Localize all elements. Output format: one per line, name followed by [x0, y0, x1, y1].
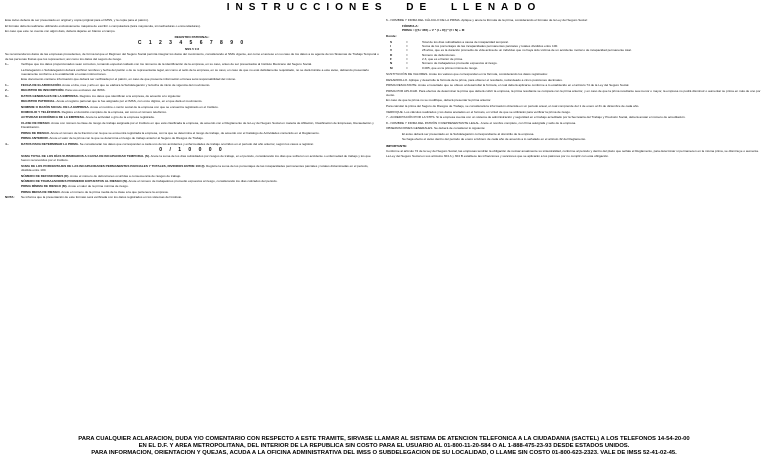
- key-row: S = Total de los días subsidiados a causa de incapacidad temporal.: [390, 39, 509, 44]
- instruction-item: SUMA DE LOS PORCENTAJES DE LAS INCAPACIDADES PERMANENTES PARCIALES Y TOTALES, DIVIDIDOS ENTRE 100 (I). Registre la suma de los porcentajes de las incapacidades permanentes parciales y totales dictaminadas en el periodo, dividida entre 100.: [21, 163, 369, 173]
- paragraph-2: Se recomienda los datos de las empresas procedentes, de forma tal que el Régimen del Seguro Social permita integrar los datos del movimiento, considerando el SMG vigente, así como el acceso en su caso de los datos a su agente de los Sistemas de Trabajo Temporal o de las personas físicas que los representen; así como los datos del seguro de riesgo.: [5, 52, 379, 61]
- instruction-item: 4.- DATOS PARA DETERMINAR LA PRIMA. Se considerarán los datos que corresponden a cada uno de los accidentes y enfermedades de trabajo ocurridos en el periodo del año anterior, según los casos a registrar.: [5, 141, 314, 146]
- instruction-item: REGISTRO PATRONAL. Anote el registro patronal que le fue asignado por el IMSS, con once dígitos, en el que dará el movimiento.: [21, 99, 203, 104]
- key-row: I = Suma de los porcentajes de las incapacidades permanentes parciales y totales divididos entre 100.: [390, 43, 559, 48]
- instruction-item: 3.- DATOS GENERALES DE LA EMPRESA. Registre los datos que identifican a la empresa, de acuerdo a lo siguiente:: [5, 93, 182, 98]
- instruction-item: NÚMERO DE TRABAJADORES PROMEDIO EXPUESTOS AL RIESGO (N). Anote el número de trabajadores promedio expuestos al riesgo, considerando los días cotizados del periodo.: [21, 178, 278, 183]
- footer-line: EN EL D.F. Y ÁREA METROPOLITANA, DEL INTERIOR DE LA REPÚBLICA SIN COSTO PARA EL USUARIO AL 01-800-11-20-584 O AL 1-888-475-23-93 DESDE ESTADOS UNIDOS.: [138, 443, 630, 450]
- right-para: VERIFIQUE. Los cálculos realizados y los datos anotados en el formato, en virtud de que se utilizarán para verificar la prima de riesgo.: [386, 109, 571, 114]
- instruction-item: DOMICILIO Y TELÉFONOS. Registre el domicilio completo de la empresa, así como el número telefónico.: [21, 110, 168, 114]
- left-column: [5, 18, 379, 201]
- formula: [386, 24, 763, 33]
- formula-label: FÓRMULA:: [402, 23, 419, 28]
- right-para: En caso de que la prima no se modifique, deberá presentar la prima anterior.: [386, 98, 492, 103]
- intro-line-3: En caso que este no cuente con algún dato, deberá dejarse en blanco el campo.: [5, 29, 116, 34]
- right-para: PRIMA RESULTANTE. Anote el resultado que se obtuvo al desarrollar la fórmula, el cual deberá aplicarse conforme a lo establecido en el artículo 74 de la Ley del Seguro Social.: [386, 83, 630, 88]
- right-para: PRIMA POR APLICAR. Para efectos de determinar la prima que deberá cubrir la empresa, la prima resultante se compara con la prima anterior, y en caso de que la prima resultante sea menor o mayor, la empresa no podrá disminuir o aumentar su prima en más de uno por ciento.: [386, 88, 761, 97]
- example-label: REGISTRO PATRONAL:: [174, 34, 210, 39]
- instruction-item: SUMA TOTAL DE LOS DÍAS SUBSIDIADOS A CAUSA DE INCAPACIDAD TEMPORAL (S). Anote la suma de los días subsidiados por riesgos de trabajo, en el periodo, considerando los días que sufrieron un accidente o enfermedad de trabajo y los que fueron reconocidos por el Instituto.: [21, 153, 371, 163]
- instruction-item: 2.- REGISTRO DE INSCRIPCIÓN. Para uso exclusivo del IMSS.: [5, 88, 106, 93]
- instruction-item: 1.- FECHA DE ELABORACIÓN. Anote el día, mes y año en que se elabora la Subdelegación y la fecha de inicio de vigencia del movimiento.: [5, 82, 211, 87]
- right-para: 7.- ACREDITACIÓN POR LA STPS. Si la empresa cuenta con un sistema de administración y seguridad en el trabajo acreditado por la Secretaría del Trabajo y Previsión Social, deberá anotar el número de acreditación.: [386, 115, 686, 120]
- instruction-item: Este documento contiene información que deberá ser verificada por el patrón, en caso de que presente información errónea será responsabilidad del mismo.: [21, 77, 237, 82]
- instruction-item: PRIMA DE RIESGO. Anote el número de la fracción con la que se encuentra registrada la empresa, con la que se determina el riesgo de trabajo, de acuerdo con el Catálogo de Actividades contenido en el Reglamento.: [21, 130, 320, 135]
- important-heading: IMPORTANTE:: [386, 143, 408, 148]
- key-row: D = Número de defunciones.: [390, 52, 456, 57]
- instruction-item: PRIMA MEDIA DE RIESGO. Anote el número de la prima media de la clase a la que pertenece la empresa.: [21, 189, 169, 194]
- nss-label: NSS 5 0 8: [184, 46, 200, 51]
- key-row: F = 2.3, que es el factor de prima.: [390, 56, 463, 61]
- instruction-item: PRIMA ANTERIOR. Anote el valor de la prima con la que se determina el riesgo de trabajo anterior al Seguro de Riesgos de Trabajo.: [21, 136, 204, 141]
- example-2: 0 / 1 0 0 0 0: [159, 146, 225, 153]
- footer-line: PARA INFORMACIÓN, ORIENTACIÓN Y QUEJAS, ACUDA A LA OFICINA ADMINISTRATIVA DEL IMSS O SUBDELEGACIÓN DE SU LOCALIDAD, O LLAME SIN COSTO 01-800-623-2323. VALE DE IMSS 52-41-02-45.: [91, 450, 677, 457]
- instruction-item: 1.- Verifique que los datos proporcionados sean correctos, tomando especial cuidado con los números de la identificación de la empresa, en su caso, antes de ser presentados al Instituto Mexicano del Seguro Social.: [5, 62, 312, 67]
- instruction-item: PRIMA MÍNIMA DE RIESGO (M). Anote el valor de la prima mínima de riesgo.: [21, 184, 129, 189]
- right-para: 8.- NOMBRE Y FIRMA DEL PATRÓN O REPRESENTANTE LEGAL. Anote el nombre completo, con firma autógrafa y sello de la empresa.: [386, 120, 577, 125]
- instruction-item: NOMBRE O RAZÓN SOCIAL DE LA EMPRESA. Anote el nombre o razón social de la empresa con que se encuentra registrado en el Instituto.: [21, 104, 219, 109]
- important-text: La Ley del Seguro Social en sus artículos 304 A y 304 B establece las infracciones y sanciones que se aplicarán a los patrones por no cumplir con esta obligación.: [386, 154, 609, 159]
- formula-text: PRIMA = [(S / 365) + V * (I + D)] * (F / N) + M: [402, 27, 465, 32]
- instruction-item: La Delegación o Subdelegación deberá verificar nombres y fecha del patrón o de su representante legal, así como el sello de la empresa, en su caso; en caso de que no esté debidamente requisitado, no se dará trámite a este aviso, debiendo presentarlo nuevamente conforme a lo establecido en estas instrucciones.: [21, 67, 369, 76]
- key-row: M = 0.005, que es la prima mínima de riesgo.: [390, 65, 479, 70]
- intro-line-1: Este Aviso deberá de ser presentado en original y copia (original para el IMSS, y la copia para el patrón).: [5, 18, 149, 22]
- important-text: Conforme al artículo 74 de la Ley del Seguro Social, las empresas tendrán la obligación de revisar anualmente su siniestralidad, conforme al periodo y dentro del plazo que señale el Reglamento, para determinar si permanecen en la misma prima, se disminuye o aumenta.: [386, 148, 759, 153]
- right-para: OBSERVACIONES GENERALES. Se deberá de considerar lo siguiente:: [386, 126, 486, 131]
- page-title: INSTRUCCIONES DE LLENADO: [226, 2, 542, 13]
- footer-line: PARA CUALQUIER ACLARACIÓN, DUDA Y/O COMENTARIO CON RESPECTO A ESTE TRÁMITE, SÍRVASE LLAMAR AL SISTEMA DE ATENCIÓN TELEFÓNICA A LA CIUDADANÍA (SACTEL) A LOS TELÉFONOS 14-54-20-00: [78, 436, 690, 442]
- key-row: V = 28 años, que es la duración promedio de vida activa de un individuo que no haya sido víctima de un accidente mortal o de incapacidad permanente total.: [390, 48, 632, 53]
- right-para: Para calcular la prima del Seguro de Riesgos de Trabajo, se considerará la información obtenida en un periodo anual, el cual comprende del 1 de enero al 31 de diciembre de cada año.: [386, 103, 640, 108]
- note: NOTA: Se informa que la presentación de este formato será verificada con los datos registrados en los sistemas del Instituto.: [5, 195, 183, 200]
- right-para: Se haga efecto el aviso dentro del periodo de enero a febrero de cada año de acuerdo a lo señalado en el artículo 32 del Reglamento.: [402, 137, 587, 142]
- instruction-item: CLASE DE RIESGO. Anote con número la clase de riesgo de trabajo asignada por el Instituto en que esté clasificada la empresa, de acuerdo con el Reglamento de la Ley del Seguro Social en materia de Afiliación, Clasificación de Empresas, Recaudación y Fiscalización.: [21, 120, 374, 130]
- right-column: [386, 18, 763, 160]
- key-row: N = Número de trabajadores promedio expuestos al riesgo.: [390, 61, 498, 66]
- right-para: El aviso deberá ser presentado en la Subdelegación correspondiente al domicilio de la empresa.: [402, 131, 535, 136]
- intro-line-2: El formato deberá realizarse utilizando exclusivamente máquina de escribir o computadora (letra mayúscula, sin tachaduras o enmendaduras).: [5, 23, 201, 28]
- right-top: 6.- NOMBRE Y FIRMA DEL CÁLCULO DE LA PRIMA. Aplique y anote la fórmula de la prima, considerando el formato de la Ley del Seguro Social:: [386, 18, 588, 22]
- right-para: DESARROLLO. Aplique y desarrolle la fórmula de la prima, para obtener el resultado, redondeado a cinco posiciones decimales.: [386, 77, 563, 82]
- right-para: SUSTITUCIÓN DE VALORES. Anote los valores que correspondan en la fórmula, considerando los datos registrados:: [386, 71, 548, 76]
- instruction-item: NÚMERO DE DEFUNCIONES (D). Anote el número de defunciones ocurridas a consecuencia de riesgos de trabajo.: [21, 173, 182, 178]
- footer-contact: [4, 436, 764, 458]
- key-head: Donde:: [386, 34, 397, 39]
- example-value: C 1 2 3 4 5 6 7 8 9 0: [137, 39, 247, 46]
- instruction-item: ACTIVIDAD ECONÓMICA DE LA EMPRESA. Anote la actividad o giro de la empresa registrada.: [21, 115, 155, 120]
